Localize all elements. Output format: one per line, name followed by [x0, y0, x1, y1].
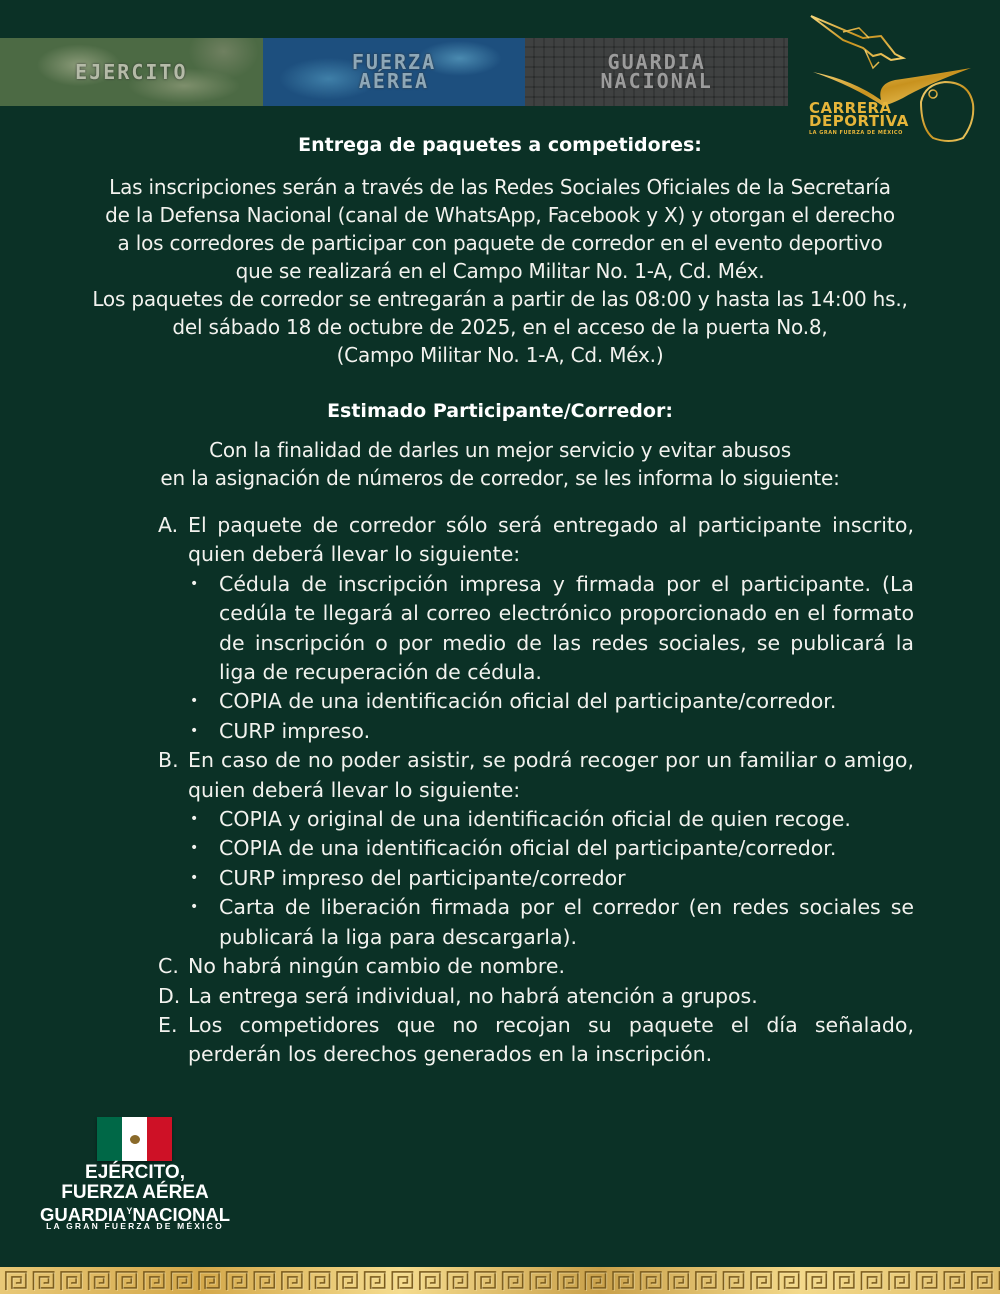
bullet-text: COPIA y original de una identificación oficial de quien recoge.: [219, 807, 851, 832]
bullet-item: [188, 687, 914, 716]
list-letter: B.: [158, 748, 179, 773]
sedena-logo-line2: FUERZA AÉREA: [61, 1182, 209, 1203]
bullet-item: [188, 893, 914, 952]
list-item-text: No habrá ningún cambio de nombre.: [188, 954, 565, 979]
section1-heading: Entrega de paquetes a competidores:: [298, 134, 702, 156]
banner-guardia-nacional-label: [600, 50, 713, 93]
list-item-text: El paquete de corredor sólo será entregado al participante inscrito, quien deberá llevar lo siguiente:: [188, 513, 914, 567]
banner-guardia-line1: GUARDIA: [607, 50, 706, 74]
bullet-item: [188, 864, 914, 893]
bullet-icon: •: [190, 869, 199, 886]
greek-key-pattern-icon: [0, 1267, 1000, 1294]
logo-title-line2: DEPORTIVA: [809, 112, 909, 130]
bullet-item: [188, 834, 914, 863]
line3-guardia: GUARDIA: [40, 1204, 127, 1226]
list-letter: C.: [158, 954, 179, 979]
mexico-flag-icon: [97, 1117, 172, 1161]
list-item-a: [158, 511, 914, 570]
logo-title-line1: CARRERA: [809, 99, 892, 117]
bullet-icon: •: [190, 722, 199, 739]
bullet-icon: •: [190, 899, 199, 916]
bullet-item: [188, 570, 914, 688]
section1-line-1: Las inscripciones serán a través de las Redes Sociales Oficiales de la Secretaría: [109, 175, 891, 199]
section2-line-2: en la asignación de números de corredor, se les informa lo siguiente:: [160, 466, 840, 490]
banner-guardia-nacional: [525, 38, 788, 106]
list-letter: A.: [158, 513, 179, 537]
bullet-text: COPIA de una identificación oficial del participante/corredor.: [219, 689, 837, 714]
sedena-logo-line1: EJÉRCITO,: [85, 1162, 185, 1183]
banner-fuerza-aerea-line1: FUERZA: [351, 50, 437, 74]
line3-y: Y: [126, 1206, 133, 1216]
bullet-text: CURP impreso.: [219, 718, 371, 743]
bullet-icon: •: [190, 840, 199, 857]
carrera-deportiva-title: [809, 99, 909, 130]
section1-line-7: (Campo Militar No. 1-A, Cd. Méx.): [336, 343, 664, 367]
list-item-d: [158, 982, 914, 1011]
section2-heading: Estimado Participante/Corredor:: [327, 400, 673, 422]
list-item-b: [158, 746, 914, 805]
sedena-logo-tagline: LA GRAN FUERZA DE MÉXICO: [46, 1221, 224, 1231]
section2-line-1: Con la finalidad de darles un mejor servicio y evitar abusos: [209, 438, 791, 462]
section1-line-6: del sábado 18 de octubre de 2025, en el acceso de la puerta No.8,: [172, 315, 828, 339]
banner-fuerza-aerea-line2: AÉREA: [358, 69, 430, 93]
section1-line-3: a los corredores de participar con paquete de corredor en el evento deportivo: [117, 231, 883, 255]
bullet-item: [188, 805, 914, 834]
list-letter: E.: [158, 1012, 178, 1037]
line3-nacional: NACIONAL: [132, 1204, 230, 1226]
coat-of-arms-icon: [130, 1135, 140, 1144]
banner-fuerza-aerea-label: [351, 50, 437, 93]
bullet-item: [188, 717, 914, 746]
bullet-text: Cédula de inscripción impresa y firmada por el participante. (La cedúla te llegará al correo electrónico proporcionado en el formato de inscripción o por medio de las redes sociales, se publicará la liga de recuperación de cédula.: [219, 571, 914, 685]
banner-fuerza-aerea: [263, 38, 526, 106]
section1-line-4: que se realizará en el Campo Militar No. 1-A, Cd. Méx.: [235, 259, 765, 283]
list-item-text: Los competidores que no recojan su paquete el día señalado, perderán los derechos generados en la inscripción.: [188, 1012, 914, 1067]
requirements-list: [158, 511, 914, 1070]
bullet-text: Carta de liberación firmada por el corredor (en redes sociales se publicará la liga para descargarla).: [219, 895, 914, 949]
section1-line-2: de la Defensa Nacional (canal de WhatsApp, Facebook y X) y otorgan el derecho: [105, 203, 895, 227]
list-item-text: En caso de no poder asistir, se podrá recoger por un familiar o amigo, quien deberá llevar lo siguiente:: [188, 748, 914, 802]
list-item-text: La entrega será individual, no habrá atención a grupos.: [188, 983, 758, 1008]
sedena-logo: [30, 1117, 240, 1232]
carrera-deportiva-logo: [803, 10, 983, 150]
list-item-e: [158, 1011, 914, 1070]
section1-line-5: Los paquetes de corredor se entregarán a partir de las 08:00 y hasta las 14:00 hs.,: [92, 287, 908, 311]
banner-guardia-line2: NACIONAL: [600, 69, 713, 93]
branch-banner: [0, 38, 788, 106]
banner-ejercito: [0, 38, 263, 106]
banner-ejercito-label: EJERCITO: [75, 59, 188, 84]
list-letter: D.: [158, 983, 181, 1008]
bullet-icon: •: [190, 575, 199, 592]
bullet-icon: •: [190, 693, 199, 710]
bullet-text: CURP impreso del participante/corredor: [219, 865, 626, 890]
bullet-icon: •: [190, 811, 199, 828]
list-item-c: [158, 952, 914, 981]
carrera-deportiva-tagline: LA GRAN FUERZA DE MÉXICO: [809, 130, 903, 136]
greek-key-border: [0, 1267, 1000, 1294]
bullet-text: COPIA de una identificación oficial del participante/corredor.: [219, 836, 837, 861]
